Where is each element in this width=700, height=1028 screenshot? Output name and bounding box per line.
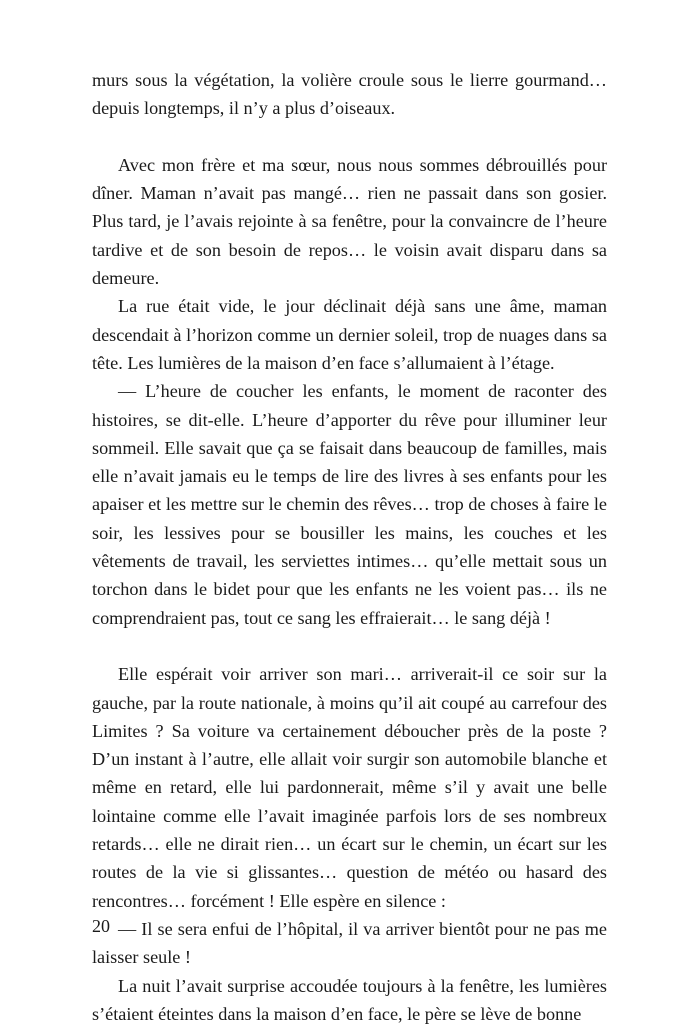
paragraph-7: La nuit l’avait surprise accoudée toujours à la fenêtre, les lumières s’étaient éteintes dans la maison d’en face, le père se lève de bonne: [92, 972, 607, 1028]
paragraph-3: La rue était vide, le jour déclinait déjà sans une âme, maman descendait à l’horizon comme un dernier soleil, trop de nuages dans sa tête. Les lumières de la maison d’en face s’allumaient à l’étage.: [92, 292, 607, 377]
page-number: 20: [92, 914, 110, 938]
paragraph-1: murs sous la végétation, la volière croule sous le lierre gourmand… depuis longtemps, il n’y a plus d’oiseaux.: [92, 66, 607, 123]
paragraph-6: — Il se sera enfui de l’hôpital, il va arriver bientôt pour ne pas me laisser seule !: [92, 915, 607, 972]
paragraph-2: Avec mon frère et ma sœur, nous nous sommes débrouillés pour dîner. Maman n’avait pas mangé… rien ne passait dans son gosier. Plus tard, je l’avais rejointe à sa fenêtre, pour la convaincre de l’heure tardive et de son besoin de repos… le voisin avait disparu dans sa demeure.: [92, 151, 607, 292]
paragraph-4: — L’heure de coucher les enfants, le moment de raconter des histoires, se dit-elle. L’heure d’apporter du rêve pour illuminer leur sommeil. Elle savait que ça se faisait dans beaucoup de familles, mais elle n’avait jamais eu le temps de lire des livres à ses enfants pour les apaiser et les mettre sur le chemin des rêves… trop de choses à faire le soir, les lessives pour se bousiller les mains, les couches et les vêtements de travail, les serviettes intimes… qu’elle mettait sous un torchon dans le bidet pour que les enfants ne les voient pas… ils ne comprendraient pas, tout ce sang les effraierait… le sang déjà !: [92, 377, 607, 632]
page-body: [92, 66, 607, 1028]
paragraph-5: Elle espérait voir arriver son mari… arriverait-il ce soir sur la gauche, par la route nationale, à moins qu’il ait coupé au carrefour des Limites ? Sa voiture va certainement déboucher près de la poste ? D’un instant à l’autre, elle allait voir surgir son automobile blanche et même en retard, elle lui pardonnerait, même s’il y avait une belle lointaine comme elle l’avait imaginée parfois lors de ses nombreux retards… elle ne dirait rien… un écart sur le chemin, un écart sur les routes de la vie si glissantes… question de météo ou hasard des rencontres… forcément ! Elle espère en silence :: [92, 660, 607, 915]
